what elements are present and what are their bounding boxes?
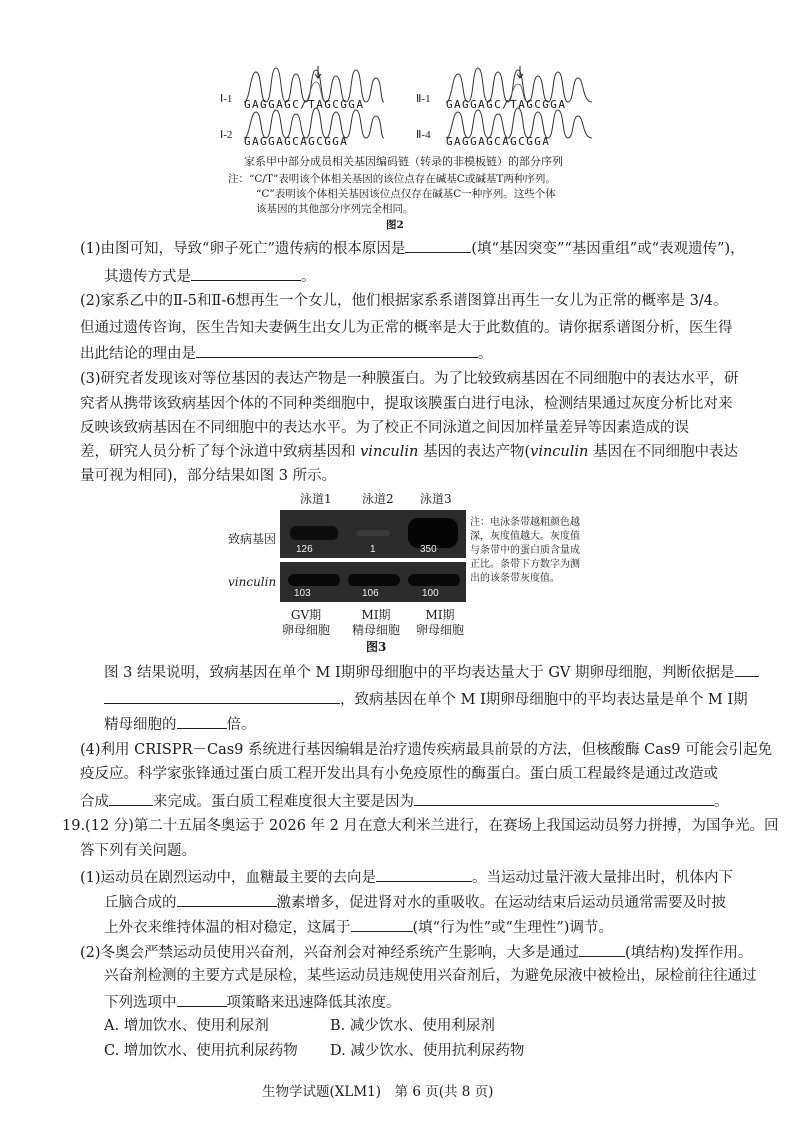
answer-blank[interactable] — [414, 790, 714, 806]
answer-blank[interactable] — [376, 866, 472, 882]
page-footer: 生物学试题(XLM1) 第 6 页(共 8 页) — [262, 1084, 494, 1100]
question-3: 量可视为相同)，部分结果如图 3 所示。 — [80, 468, 337, 484]
answer-blank[interactable] — [405, 237, 471, 253]
band-value: 106 — [362, 588, 379, 599]
question-3: 差，研究人员分析了每个泳道中致病基因和 vinculin 基因的表达产物(vinculin 基因在不同细胞中表达 — [80, 444, 738, 460]
lane-label: 泳道1 — [300, 492, 332, 506]
answer-blank[interactable] — [351, 916, 413, 932]
question-3: 反映该致病基因在不同细胞中的表达水平。为了校正不同泳道之间因加样量差异等因素造成的误 — [80, 420, 689, 436]
arrow-marker — [315, 66, 321, 78]
lane-label: 泳道3 — [420, 492, 452, 506]
question-19: 19.(12 分)第二十五届冬奥运于 2026 年 2 月在意大利米兰进行，在赛场上我国运动员努力拼搏，为国争光。回 — [62, 818, 779, 834]
band — [290, 526, 338, 540]
figure-note: 注：“C/T”表明该个体相关基因的该位点存在碱基C或碱基T两种序列。 — [228, 173, 556, 185]
row-label: 致病基因 — [228, 532, 277, 546]
trace-label: Ⅰ-1 — [220, 93, 233, 105]
answer-blank[interactable] — [579, 941, 625, 957]
gel-blot-row-1 — [280, 510, 466, 558]
question-19-2: 兴奋剂检测的主要方式是尿检，某些运动员违规使用兴奋剂后，为避免尿液中被检出，尿检前往往通过 — [104, 968, 757, 984]
answer-blank[interactable] — [196, 342, 478, 358]
figure-label: 图2 — [386, 219, 404, 231]
figure-note: 正比。条带下方数字为测 — [470, 559, 580, 570]
question-19-1: 丘脑合成的 激素增多，促进肾对水的重吸收。在运动结束后运动员通常需要及时披 — [104, 891, 726, 913]
question-19-1: 上外衣来维持体温的相对稳定，这属于 (填“行为性”或“生理性”)调节。 — [104, 916, 613, 938]
band — [356, 530, 390, 536]
answer-blank[interactable] — [177, 891, 277, 907]
cell-type-label: MⅠ期 卵母细胞 — [415, 608, 464, 637]
sequence: GAGGAGCAGCGGA — [446, 135, 551, 148]
question-2: (2)家系乙中的Ⅱ-5和Ⅱ-6想再生一个女儿，他们根据家系系谱图算出再生一女儿为正常的概率是 3/4。 — [80, 293, 728, 309]
band-value: 350 — [420, 544, 437, 555]
question-2: 但通过遗传咨询，医生告知夫妻俩生出女儿为正常的概率是大于此数值的。请你据系谱图分析，医生得 — [80, 320, 733, 336]
band — [408, 574, 460, 586]
answer-blank[interactable] — [735, 661, 759, 677]
figure-caption: 家系甲中部分成员相关基因编码链（转录的非模板链）的部分序列 — [244, 155, 563, 168]
question-1-cont: 其遗传方式是 。 — [104, 265, 316, 287]
question-4: 疫反应。科学家张锋通过蛋白质工程开发出具有小免疫原性的酶蛋白。蛋白质工程最终是通过改造或 — [80, 766, 718, 782]
trace-label: Ⅱ-1 — [416, 93, 431, 105]
answer-blank[interactable] — [109, 790, 153, 806]
answer-blank[interactable] — [104, 688, 340, 704]
band-value: 100 — [422, 588, 439, 599]
question-19: 答下列有关问题。 — [80, 843, 196, 859]
band-value: 103 — [294, 588, 311, 599]
question-3-cont: 精母细胞的 倍。 — [104, 713, 256, 735]
figure-note: 深，灰度值越大。灰度值 — [470, 531, 580, 542]
sequence: GAGGAGC/TAGCGGA — [244, 98, 365, 111]
cell-type-label: GV期 卵母细胞 — [281, 608, 330, 637]
sequence: GAGGAGC/TAGCGGA — [446, 98, 567, 111]
cell-type-label: MⅠ期 精母细胞 — [351, 608, 400, 637]
figure-note: 注：电泳条带越粗颜色越 — [470, 517, 580, 528]
option-d[interactable]: D. 减少饮水、使用抗利尿药物 — [330, 1043, 525, 1059]
lane-label: 泳道2 — [362, 492, 394, 506]
band — [288, 574, 340, 586]
question-1: (1)由图可知，导致“卵子死亡”遗传病的根本原因是 (填“基因突变”“基因重组”或“表观遗传”)， — [80, 237, 745, 259]
question-3-cont: ，致病基因在单个 M Ⅰ期卵母细胞中的平均表达量是单个 M Ⅰ期 — [104, 688, 748, 710]
figure-label: 图3 — [366, 640, 387, 654]
question-19-1: (1)运动员在剧烈运动中，血糖最主要的去向是 。当运动过量汗液大量排出时，机体内下 — [80, 866, 733, 888]
option-a[interactable]: A. 增加饮水、使用利尿剂 — [104, 1018, 269, 1034]
question-3: 究者从携带该致病基因个体的不同种类细胞中，提取该膜蛋白进行电泳，检测结果通过灰度分析比对来 — [80, 396, 733, 412]
figure-note: 与条带中的蛋白质含量成 — [470, 545, 580, 556]
answer-blank[interactable] — [177, 713, 227, 729]
question-19-2: (2)冬奥会严禁运动员使用兴奋剂，兴奋剂会对神经系统产生影响，大多是通过 (填结构)发挥作用。 — [80, 941, 752, 963]
trace-label: Ⅰ-2 — [220, 129, 233, 141]
question-4-cont: 合成 来完成。蛋白质工程难度很大主要是因为 。 — [80, 790, 729, 812]
answer-blank[interactable] — [191, 265, 301, 281]
figure-note: 该基因的其他部分序列完全相同。 — [256, 203, 414, 215]
question-4: (4)利用 CRISPR－Cas9 系统进行基因编辑是治疗遗传疾病最具前景的方法，但核酸酶 Cas9 可能会引起免 — [80, 742, 773, 758]
band-value: 1 — [370, 544, 376, 555]
answer-blank[interactable] — [177, 991, 227, 1007]
question-19-2: 下列选项中 项策略来迅速降低其浓度。 — [104, 991, 401, 1013]
question-3-cont: 图 3 结果说明，致病基因在单个 M Ⅰ期卵母细胞中的平均表达量大于 GV 期卵母细胞，判断依据是 — [104, 661, 759, 683]
gel-blot-row-2 — [280, 562, 466, 602]
figure-note: “C”表明该个体相关基因该位点仅存在碱基C一种序列。这些个体 — [256, 188, 556, 200]
sequence: GAGGAGCAGCGGA — [244, 135, 349, 148]
option-c[interactable]: C. 增加饮水、使用抗利尿药物 — [104, 1043, 298, 1059]
band-value: 126 — [296, 544, 313, 555]
question-2-cont: 出此结论的理由是 。 — [80, 342, 493, 364]
band — [348, 574, 400, 586]
trace-label: Ⅱ-4 — [416, 129, 431, 141]
option-b[interactable]: B. 减少饮水、使用利尿剂 — [330, 1018, 495, 1034]
question-3: (3)研究者发现该对等位基因的表达产物是一种膜蛋白。为了比较致病基因在不同细胞中的表达水平，研 — [80, 371, 739, 387]
figure-note: 出的该条带灰度值。 — [470, 573, 560, 584]
row-label: vinculin — [228, 575, 277, 589]
